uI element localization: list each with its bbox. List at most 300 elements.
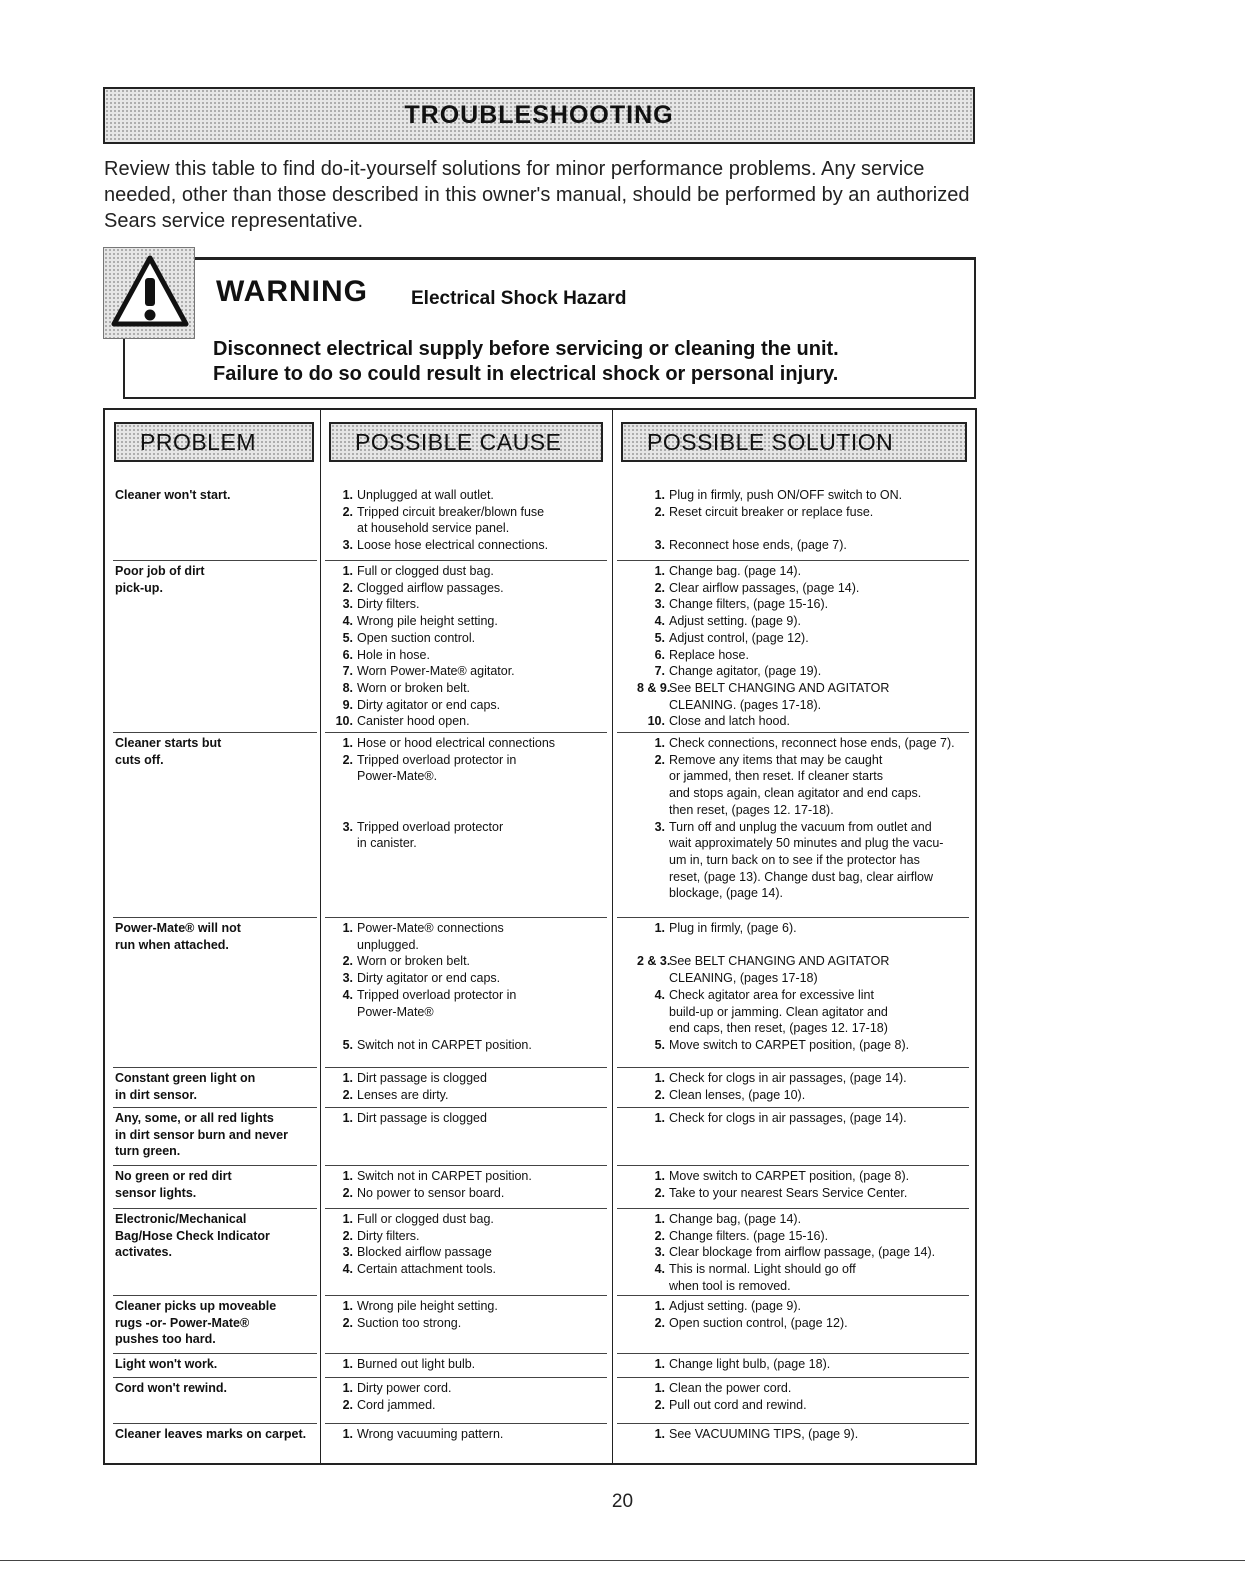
page-number: 20 [611, 1491, 634, 1512]
item-text: in canister. [357, 836, 417, 851]
cause-line [333, 953, 603, 970]
header-possible-solution-label: POSSIBLE SOLUTION [647, 428, 894, 455]
problem-text: Electronic/Mechanical [115, 1212, 247, 1226]
item-number [333, 1004, 357, 1021]
solution-line [637, 752, 977, 769]
item-number [637, 885, 669, 902]
item-text: Change filters, (page 15-16). [669, 597, 829, 612]
row-divider [113, 732, 317, 733]
problem-text: Light won't work. [115, 1357, 218, 1371]
item-text: blockage, (page 14). [669, 886, 783, 901]
problem-text: No green or red dirt [115, 1169, 232, 1183]
solution-line [637, 835, 977, 852]
cause-line [333, 819, 603, 836]
problem-text: Cleaner leaves marks on carpet. [115, 1427, 307, 1441]
item-number: 1. [342, 1427, 353, 1441]
item-number: 1. [342, 736, 353, 750]
item-text: Check for clogs in air passages, (page 14). [669, 1111, 907, 1125]
cause-cell [333, 1168, 603, 1201]
row-divider [325, 1423, 607, 1424]
item-text: Move switch to CARPET position, (page 8). [669, 1169, 910, 1183]
item-text: Plug in firmly, (page 6). [669, 921, 797, 935]
item-number: 4. [654, 987, 665, 1002]
solution-line [637, 1004, 977, 1021]
row-divider [617, 1353, 969, 1354]
item-text: CLEANING, (pages 17-18) [669, 971, 818, 986]
cause-cell [333, 920, 603, 1054]
item-number [637, 1004, 669, 1021]
item-number: 2. [342, 1397, 353, 1412]
problem-text: Power-Mate® will not [115, 921, 241, 935]
item-number: 2. [654, 580, 665, 595]
problem-text: in dirt sensor. [115, 1087, 197, 1102]
item-text: wait approximately 50 minutes and plug the vacu- [669, 836, 944, 851]
solution-line [637, 663, 977, 680]
problem-cell [115, 487, 315, 504]
item-number: 2. [654, 752, 665, 767]
solution-line [637, 937, 977, 954]
item-number: 2. [654, 1228, 665, 1243]
solution-line [637, 630, 977, 647]
problem-text: pick-up. [115, 580, 163, 595]
solution-line [637, 735, 977, 752]
cause-cell [333, 735, 603, 852]
item-number: 5. [654, 630, 665, 645]
item-number: 1. [654, 1357, 665, 1371]
item-text: Remove any items that may be caught [669, 752, 883, 767]
item-text: Wrong pile height setting. [357, 614, 498, 629]
solution-cell [637, 563, 977, 730]
item-text: Clear airflow passages, (page 14). [669, 580, 860, 595]
solution-cell [637, 1211, 977, 1295]
item-number: 1. [654, 736, 665, 750]
row-divider [325, 1107, 607, 1108]
header-problem-label: PROBLEM [140, 428, 256, 455]
item-number: 8 & 9. [637, 680, 671, 695]
cause-line [333, 1087, 603, 1104]
row-divider [325, 560, 607, 561]
item-text: Burned out light bulb. [357, 1357, 476, 1371]
solution-line [637, 869, 977, 886]
cause-line [333, 785, 603, 802]
item-number: 1. [654, 1299, 665, 1313]
row-divider [617, 1423, 969, 1424]
item-number: 1. [342, 1381, 353, 1395]
solution-line [637, 504, 977, 521]
cause-line [333, 487, 603, 504]
problem-text: Any, some, or all red lights [115, 1111, 274, 1125]
item-text: when tool is removed. [669, 1278, 791, 1293]
solution-line [637, 1315, 977, 1332]
item-number [637, 785, 669, 802]
item-text: Wrong vacuuming pattern. [357, 1427, 504, 1441]
problem-cell [115, 1426, 315, 1443]
row-divider [617, 1208, 969, 1209]
cause-line [333, 1426, 603, 1443]
item-text: CLEANING. (pages 17-18). [669, 697, 822, 712]
cause-line [333, 802, 603, 819]
item-text: Check for clogs in air passages, (page 14). [669, 1071, 907, 1085]
item-number: 3. [342, 819, 353, 834]
item-number: 7. [654, 664, 665, 679]
solution-cell [637, 1426, 977, 1443]
item-text: unplugged. [357, 937, 419, 952]
cause-line [333, 680, 603, 697]
cause-line [333, 580, 603, 597]
problem-cell [115, 735, 315, 768]
item-text: Hole in hose. [357, 647, 430, 662]
item-text: Turn off and unplug the vacuum from outlet and [669, 819, 932, 834]
item-text: Clean the power cord. [669, 1381, 792, 1395]
item-text: Check connections, reconnect hose ends, (page 7). [669, 736, 955, 750]
problem-cell [115, 1298, 315, 1348]
cause-line [333, 987, 603, 1004]
item-text: See VACUUMING TIPS, (page 9). [669, 1427, 859, 1441]
item-number [333, 1020, 357, 1037]
item-number [637, 697, 669, 714]
problem-text: turn green. [115, 1144, 181, 1159]
item-number [333, 768, 357, 785]
item-text: at household service panel. [357, 521, 510, 536]
problem-cell [115, 1356, 315, 1373]
warning-line-1: Disconnect electrical supply before servicing or cleaning the unit. [213, 338, 839, 360]
solution-cell [637, 1070, 977, 1103]
item-number: 4. [654, 1262, 665, 1277]
item-number: 2. [342, 752, 353, 767]
item-text: Dirt passage is clogged [357, 1111, 487, 1125]
item-text: Tripped circuit breaker/blown fuse [357, 504, 545, 519]
item-text: Replace hose. [669, 647, 749, 662]
cause-cell [333, 487, 603, 554]
item-text: Full or clogged dust bag. [357, 564, 494, 578]
solution-line [637, 920, 977, 937]
cause-line [333, 613, 603, 630]
item-text: Tripped overload protector in [357, 752, 517, 767]
item-number: 1. [654, 1427, 665, 1441]
item-text: Dirty agitator or end caps. [357, 697, 501, 712]
row-divider [617, 560, 969, 561]
item-text: Open suction control. [357, 630, 476, 645]
solution-line [637, 1211, 977, 1228]
solution-line [637, 1020, 977, 1037]
item-text: Cord jammed. [357, 1397, 436, 1412]
item-number: 4. [342, 614, 353, 629]
item-number: 1. [654, 921, 665, 935]
warning-triangle-icon [110, 252, 190, 332]
item-number: 2. [654, 1185, 665, 1200]
cause-line [333, 1356, 603, 1373]
item-number: 4. [654, 614, 665, 629]
item-number: 1. [654, 1381, 665, 1395]
item-text: Close and latch hood. [669, 714, 790, 729]
warning-box [103, 247, 976, 399]
solution-line [637, 697, 977, 714]
problem-text: Bag/Hose Check Indicator [115, 1228, 270, 1243]
item-number: 3. [654, 538, 665, 553]
item-number: 6. [342, 647, 353, 662]
solution-line [637, 1037, 977, 1054]
row-divider [325, 1295, 607, 1296]
row-divider [113, 560, 317, 561]
item-number: 1. [342, 564, 353, 578]
cause-line [333, 752, 603, 769]
row-divider [113, 1067, 317, 1068]
solution-line [637, 1261, 977, 1278]
item-text: Dirty filters. [357, 1228, 420, 1243]
row-divider [113, 917, 317, 918]
item-text: Reconnect hose ends, (page 7). [669, 538, 847, 553]
solution-line [637, 596, 977, 613]
item-number: 1. [654, 488, 665, 502]
item-number: 1. [654, 564, 665, 578]
item-number: 3. [342, 971, 353, 986]
cause-line [333, 1228, 603, 1245]
item-text: Plug in firmly, push ON/OFF switch to ON. [669, 488, 903, 502]
item-number [637, 852, 669, 869]
row-divider [617, 1377, 969, 1378]
item-number: 1. [342, 1111, 353, 1125]
problem-cell [115, 563, 315, 596]
problem-text: Poor job of dirt [115, 564, 205, 578]
item-number: 4. [342, 987, 353, 1002]
cause-line [333, 1004, 603, 1021]
item-text: then reset, (pages 12. 17-18). [669, 802, 834, 817]
item-number: 2 & 3. [637, 954, 671, 969]
item-number: 2. [342, 1228, 353, 1243]
solution-cell [637, 1356, 977, 1373]
item-text: Blocked airflow passage [357, 1245, 492, 1260]
item-text: Pull out cord and rewind. [669, 1397, 807, 1412]
item-number: 1. [654, 1111, 665, 1125]
item-number: 3. [342, 1245, 353, 1260]
problem-text: Cord won't rewind. [115, 1381, 227, 1395]
solution-line [637, 520, 977, 537]
item-number: 1. [342, 1071, 353, 1085]
solution-line [637, 1228, 977, 1245]
item-number: 6. [654, 647, 665, 662]
item-number: 3. [342, 597, 353, 612]
item-text: Tripped overload protector in [357, 987, 517, 1002]
item-number: 8. [342, 680, 353, 695]
item-number [637, 869, 669, 886]
item-text: Change filters. (page 15-16). [669, 1228, 829, 1243]
solution-line [637, 819, 977, 836]
solution-line [637, 1185, 977, 1202]
item-text: Dirty power cord. [357, 1381, 452, 1395]
solution-cell [637, 1380, 977, 1413]
item-text: Worn or broken belt. [357, 680, 471, 695]
item-text: Power-Mate®. [357, 769, 438, 784]
cause-line [333, 663, 603, 680]
cause-cell [333, 1298, 603, 1331]
item-number: 3. [654, 597, 665, 612]
cause-line [333, 920, 603, 937]
item-number [637, 1278, 669, 1295]
row-divider [325, 1067, 607, 1068]
cause-line [333, 1211, 603, 1228]
item-number: 5. [342, 1037, 353, 1052]
item-text: or jammed, then reset. If cleaner starts [669, 769, 883, 784]
item-text: Certain attachment tools. [357, 1262, 496, 1277]
problem-cell [115, 1380, 315, 1397]
row-divider [325, 1377, 607, 1378]
cause-line [333, 647, 603, 664]
cause-cell [333, 1426, 603, 1443]
row-divider [113, 1165, 317, 1166]
solution-line [637, 970, 977, 987]
cause-cell [333, 563, 603, 730]
item-number: 2. [342, 504, 353, 519]
problem-text: pushes too hard. [115, 1332, 216, 1347]
solution-line [637, 802, 977, 819]
solution-cell [637, 1168, 977, 1201]
solution-line [637, 1380, 977, 1397]
cause-line [333, 563, 603, 580]
item-number: 7. [342, 664, 353, 679]
cause-line [333, 596, 603, 613]
item-number: 1. [654, 1071, 665, 1085]
cause-line [333, 937, 603, 954]
item-text: Clean lenses, (page 10). [669, 1087, 806, 1102]
problem-cell [115, 1211, 315, 1261]
problem-cell [115, 1110, 315, 1160]
item-number [637, 1020, 669, 1037]
row-divider [325, 1208, 607, 1209]
solution-line [637, 1168, 977, 1185]
item-number [333, 835, 357, 852]
title-bar [103, 87, 975, 144]
item-text: Switch not in CARPET position. [357, 1037, 532, 1052]
item-number [333, 802, 357, 819]
cause-line [333, 1315, 603, 1332]
item-number: 3. [342, 538, 353, 553]
solution-line [637, 1298, 977, 1315]
row-divider [617, 1067, 969, 1068]
problem-text: Cleaner won't start. [115, 488, 231, 502]
item-text: Full or clogged dust bag. [357, 1212, 494, 1226]
item-number: 2. [342, 1315, 353, 1330]
cause-line [333, 835, 603, 852]
cause-cell [333, 1356, 603, 1373]
solution-line [637, 713, 977, 730]
problem-text: activates. [115, 1245, 172, 1260]
item-text: Power-Mate® connections [357, 921, 504, 935]
column-divider [320, 410, 321, 1463]
problem-text: Cleaner picks up moveable [115, 1299, 277, 1313]
item-text: Lenses are dirty. [357, 1087, 449, 1102]
item-text: Suction too strong. [357, 1315, 462, 1330]
item-number: 3. [654, 819, 665, 834]
item-text: and stops again, clean agitator and end caps. [669, 786, 922, 801]
solution-cell [637, 1298, 977, 1331]
solution-cell [637, 1110, 977, 1127]
cause-cell [333, 1380, 603, 1413]
solution-line [637, 953, 977, 970]
item-number: 1. [342, 488, 353, 502]
item-number: 2. [654, 1397, 665, 1412]
row-divider [113, 1295, 317, 1296]
cause-line [333, 1298, 603, 1315]
cause-line [333, 504, 603, 521]
item-number [637, 520, 669, 537]
bottom-rule [0, 1560, 1245, 1561]
page-title: TROUBLESHOOTING [404, 101, 674, 129]
solution-line [637, 768, 977, 785]
item-number [637, 970, 669, 987]
item-text: Wrong pile height setting. [357, 1299, 498, 1313]
solution-line [637, 1356, 977, 1373]
solution-line [637, 852, 977, 869]
problem-cell [115, 920, 315, 953]
cause-line [333, 520, 603, 537]
item-text: Change agitator, (page 19). [669, 664, 822, 679]
item-number: 10. [335, 714, 353, 729]
item-text: build-up or jamming. Clean agitator and [669, 1004, 888, 1019]
item-text: Worn Power-Mate® agitator. [357, 664, 515, 679]
problem-cell [115, 1168, 315, 1201]
item-number [637, 937, 669, 954]
row-divider [325, 1353, 607, 1354]
item-number: 2. [342, 580, 353, 595]
item-number [333, 520, 357, 537]
solution-line [637, 580, 977, 597]
item-number: 2. [342, 1087, 353, 1102]
item-text: Worn or broken belt. [357, 954, 471, 969]
item-number: 5. [654, 1037, 665, 1052]
cause-line [333, 630, 603, 647]
item-number: 1. [654, 1212, 665, 1226]
problem-text: sensor lights. [115, 1185, 197, 1200]
row-divider [325, 1165, 607, 1166]
item-number: 1. [342, 1357, 353, 1371]
solution-line [637, 1070, 977, 1087]
item-text: See BELT CHANGING AND AGITATOR [669, 954, 890, 969]
item-text: Hose or hood electrical connections [357, 736, 556, 750]
item-text: Clogged airflow passages. [357, 580, 504, 595]
cause-cell [333, 1070, 603, 1103]
cause-line [333, 713, 603, 730]
troubleshooting-table [103, 408, 977, 1465]
row-divider [617, 732, 969, 733]
solution-cell [637, 487, 977, 554]
item-number: 1. [654, 1169, 665, 1183]
item-number: 2. [654, 504, 665, 519]
solution-line [637, 1110, 977, 1127]
row-divider [113, 1423, 317, 1424]
item-text: reset, (page 13). Change dust bag, clear airflow [669, 869, 934, 884]
cause-line [333, 537, 603, 554]
item-text: Adjust control, (page 12). [669, 630, 809, 645]
cause-line [333, 1037, 603, 1054]
item-number: 4. [342, 1262, 353, 1277]
cause-line [333, 768, 603, 785]
item-text: Change bag, (page 14). [669, 1212, 802, 1226]
solution-line [637, 1087, 977, 1104]
solution-line [637, 1426, 977, 1443]
item-text: Loose hose electrical connections. [357, 538, 549, 553]
item-text: Adjust setting. (page 9). [669, 614, 802, 629]
header-problem [114, 422, 314, 462]
row-divider [617, 917, 969, 918]
problem-text: Cleaner starts but [115, 736, 222, 750]
problem-cell [115, 1070, 315, 1103]
item-text: Clear blockage from airflow passage, (page 14). [669, 1245, 936, 1260]
cause-line [333, 1185, 603, 1202]
solution-line [637, 1244, 977, 1261]
item-text: Power-Mate® [357, 1004, 434, 1019]
item-number [637, 802, 669, 819]
solution-line [637, 613, 977, 630]
